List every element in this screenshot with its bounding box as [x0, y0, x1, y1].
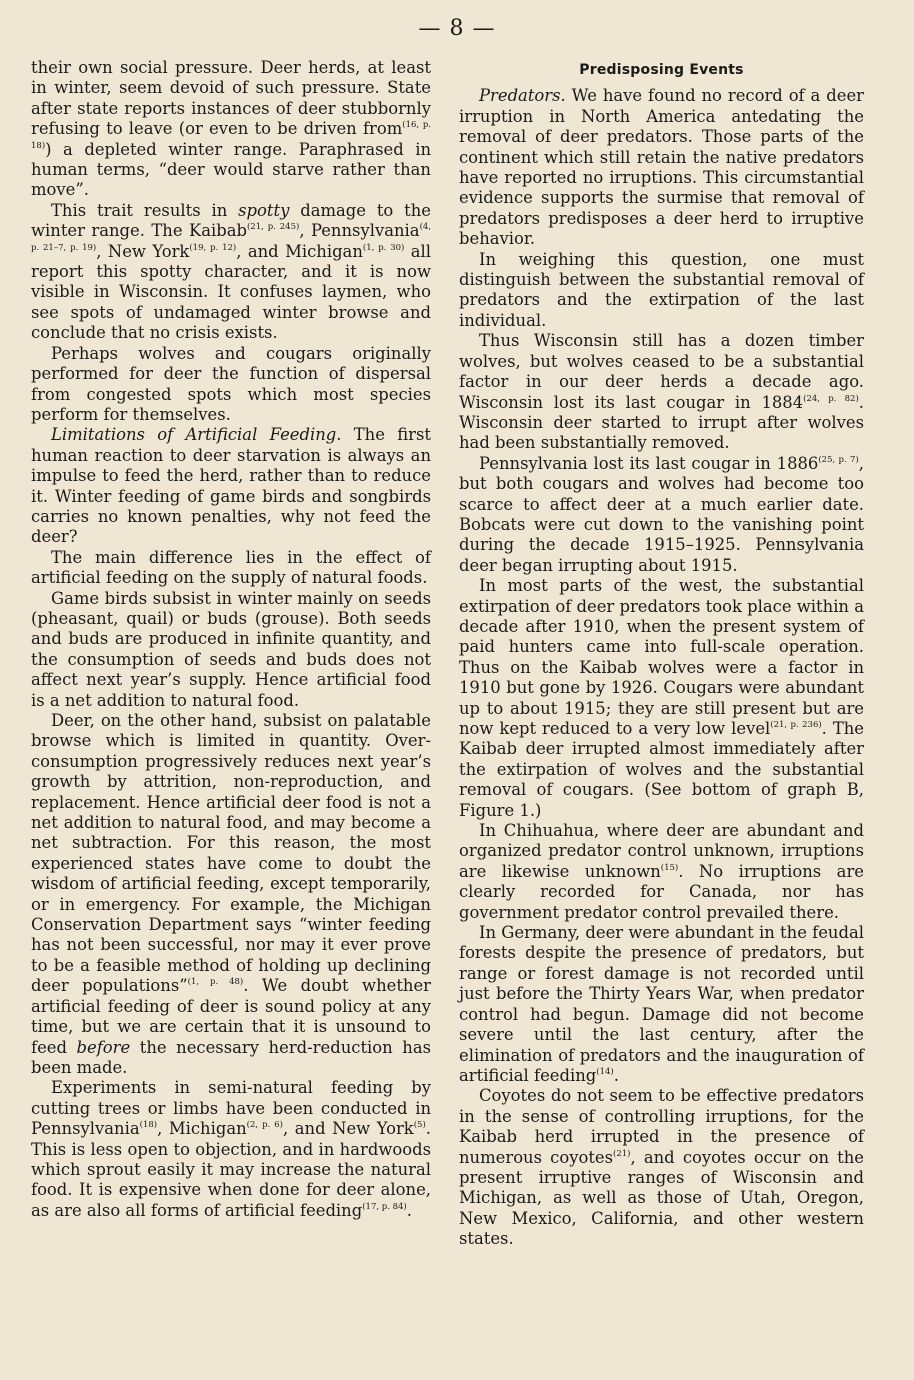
paragraph: Perhaps wolves and cougars originally performed for deer the function of dispersal from congested spots which most species perform for themselves.	[31, 343, 431, 424]
citation: (19, p. 12)	[189, 242, 237, 253]
citation: (2, p. 6)	[246, 1120, 283, 1131]
paragraph: Game birds subsist in winter mainly on seeds (pheasant, quail) or buds (grouse). Both seeds and buds are produced in infinite quantity, and the consumption of seeds and buds does not affect next year’s supply. Hence artificial food is a net addition to natural food.	[31, 588, 431, 710]
paragraph: Experiments in semi-natural feeding by cutting trees or limbs have been conducted in Pennsylvania$^{(18)}$, Michigan$^{(2, p. 6)}$, and New York$^{(5)}$. This is less open to objection, and in hardwoods which sprout easily it may increase the natural food. It is expensive when done for deer alone, as are also all forms of artificial feeding$^{(17, p. 84)}$.	[31, 1078, 431, 1220]
page-number: — 8 —	[418, 16, 496, 41]
right-column	[459, 58, 864, 1250]
section-heading: Predisposing Events	[579, 62, 744, 78]
paragraph: Limitations of Artificial Feeding. The first human reaction to deer starvation is always an impulse to feed the herd, rather than to reduce it. Winter feeding of game birds and songbirds carries no known penalties, why not feed the deer?	[31, 425, 431, 547]
paragraph: This trait results in spotty damage to the winter range. The Kaibab$^{(21, p. 245)}$, Pennsylvania$^{(4, p. 21-7, p. 19)}$, New York$^{(19, p. 12)}$, and Michigan$^{(1, p. 30)}$ all report this spotty character, and it is now visible in Wisconsin. It confuses laymen, who see spots of undamaged winter browse and conclude that no crisis exists.	[31, 200, 432, 343]
paragraph: In weighing this question, one must distinguish between the substantial removal of predators and the extirpation of the last individual.	[459, 249, 864, 330]
citation: (5)	[413, 1120, 426, 1131]
citation: (1, p. 30)	[362, 242, 405, 253]
run-in-heading: Predators.	[479, 86, 566, 106]
paragraph: In most parts of the west, the substantial extirpation of deer predators took place within a decade after 1910, when the present system of paid hunters came into full-scale operation. Thus on the Kaibab wolves were a factor in 1910 but gone by 1926. Cougars were abundant up to about 1915; they are still present but are now kept reduced to a very low level$^{(21, p. 236)}$. The Kaibab deer irrupted almost immediately after the extirpation of wolves and the substantial removal of cougars. (See bottom of graph B, Figure 1.)	[459, 576, 865, 820]
citation: (4, p. 21–7, p. 19)	[31, 222, 431, 253]
citation: (16, p. 18)	[31, 120, 431, 151]
paragraph: Thus Wisconsin still has a dozen timber wolves, but wolves ceased to be a substantial factor in our deer herds a decade ago. Wisconsin lost its last cougar in $1884^{(24, p. 82)}$. Wisconsin deer started to irrupt after wolves had been substantially removed.	[459, 331, 864, 453]
citation: (21)	[613, 1148, 631, 1159]
citation: (24, p. 82)	[803, 393, 859, 404]
citation: (17, p. 84)	[362, 1201, 407, 1212]
paragraph: Coyotes do not seem to be effective predators in the sense of controlling irruptions, for the Kaibab herd irrupted in the presence of numerous coyotes$^{(21)}$, and coyotes occur on the present irruptive ranges of Wisconsin and Michigan, as well as those of Utah, Oregon, New Mexico, California, and other western states.	[459, 1086, 865, 1249]
citation: (25, p. 7)	[818, 454, 859, 465]
paragraph: The main difference lies in the effect of artificial feeding on the supply of natural foods.	[31, 547, 431, 588]
paragraph: their own social pressure. Deer herds, at least in winter, seem devoid of such pressure. State after state reports instances of deer stubbornly refusing to leave (or even to be driven from$^{(16, p. 18)}$) a depleted winter range. Paraphrased in human terms, “deer would starve rather than move”.	[31, 58, 431, 200]
run-in-heading: Limitations of Artificial Feeding.	[51, 425, 342, 445]
citation: (15)	[660, 862, 679, 873]
paragraph: In Chihuahua, where deer are abundant and organized predator control unknown, irruptions are likewise unknown$^{(15)}$. No irruptions are clearly recorded for Canada, nor has government predator control prevailed there.	[459, 821, 864, 922]
paragraph: Predators. We have found no record of a deer irruption in North America antedating the removal of deer predators. Those parts of the continent which still retain the native predators have reported no irruptions. This circumstantial evidence supports the surmise that removal of predators predisposes a deer herd to irruptive behavior.	[459, 86, 864, 249]
paragraph: In Germany, deer were abundant in the feudal forests despite the presence of predators, but range or forest damage is not recorded until just before the Thirty Years War, when predator control had begun. Damage did not become severe until the last century, after the elimination of predators and the inauguration of artificial feeding$^{(14)}$.	[459, 923, 864, 1085]
citation: (1, p. 48)	[187, 977, 244, 988]
paragraph: Deer, on the other hand, subsist on palatable browse which is limited in quantity. Over-consumption progressively reduces next year’s growth by attrition, non-reproduction, and replacement. Hence artificial deer food is not a net addition to natural food, and may become a net subtraction. For this reason, the most experienced states have come to doubt the wisdom of artificial feeding, except temporarily, or in emergency. For example, the Michigan Conservation Department says “winter feeding has not been successful, nor may it ever prove to be a feasible method of holding up declining deer populations”$^{(1, p. 48)}$. We doubt whether artificial feeding of deer is sound policy at any time, but we are certain that it is unsound to feed before the necessary herd-reduction has been made.	[31, 711, 432, 1077]
citation: (14)	[596, 1066, 614, 1077]
citation: (21, p. 245)	[246, 222, 300, 233]
citation: (21, p. 236)	[770, 720, 822, 730]
citation: (18)	[139, 1120, 158, 1131]
paragraph: Pennsylvania lost its last cougar in $1886^{(25, p. 7)}$, but both cougars and wolves had become too scarce to affect deer at a much earlier date. Bobcats were cut down to the vanishing point during the decade 1915–1925. Pennsylvania deer began irrupting about 1915.	[459, 453, 864, 575]
left-column	[31, 58, 431, 1221]
